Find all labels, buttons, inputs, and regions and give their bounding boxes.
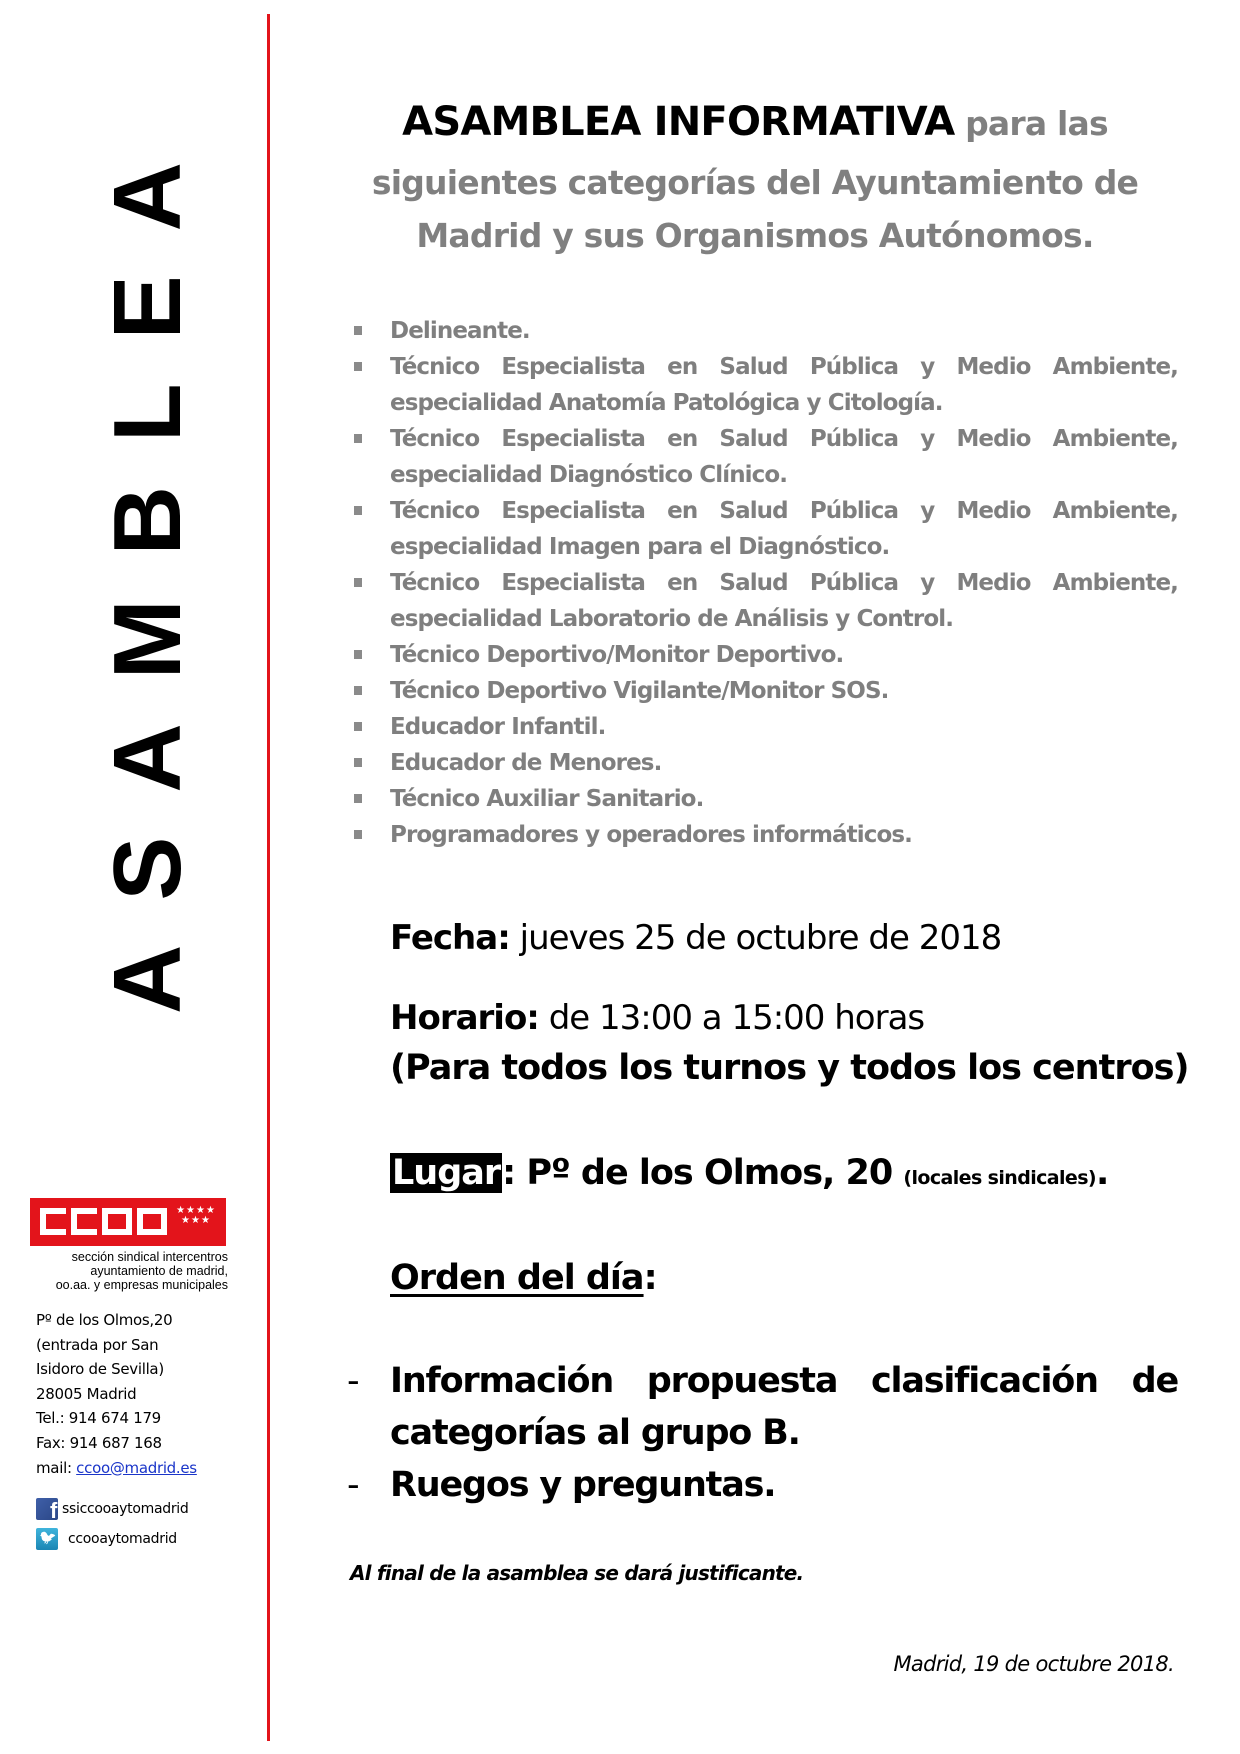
dash-bullet-icon: - <box>347 1361 359 1401</box>
logo-subtitle <box>22 1250 228 1292</box>
date-value: jueves 25 de octubre de 2018 <box>509 918 1002 958</box>
category-item <box>352 349 1178 421</box>
schedule-note: (Para todos los turnos y todos los centros) <box>390 1048 1189 1088</box>
fax-line: Fax: 914 687 168 <box>36 1433 162 1452</box>
square-bullet-icon <box>354 362 362 371</box>
certificate-note: Al final de la asamblea se dará justificante. <box>350 1561 804 1585</box>
category-text: Técnico Deportivo Vigilante/Monitor SOS. <box>390 678 889 704</box>
mail-line <box>36 1456 197 1481</box>
facebook-row[interactable] <box>36 1498 188 1520</box>
agenda-heading <box>390 1258 657 1298</box>
vertical-title <box>94 117 201 1014</box>
category-text: Programadores y operadores informáticos. <box>390 822 912 848</box>
category-list <box>352 313 1178 853</box>
twitter-row[interactable] <box>36 1528 177 1550</box>
logo-letter-o1 <box>102 1208 132 1235</box>
phone-line: Tel.: 914 674 179 <box>36 1409 161 1428</box>
square-bullet-icon <box>354 650 362 659</box>
logo-subtitle-line: sección sindical intercentros <box>71 1250 228 1264</box>
place-date: Madrid, 19 de octubre 2018. <box>893 1652 1174 1676</box>
category-item <box>352 781 1178 817</box>
square-bullet-icon <box>354 326 362 335</box>
category-text-cont: especialidad Anatomía Patológica y Citología. <box>390 390 943 416</box>
square-bullet-icon <box>354 758 362 767</box>
agenda-text: Información propuesta clasificación de <box>390 1361 1178 1401</box>
category-text: Técnico Deportivo/Monitor Deportivo. <box>390 642 844 668</box>
page-heading <box>360 96 1150 262</box>
schedule-value: de 13:00 a 15:00 horas <box>538 998 925 1038</box>
logo-subtitle-line: ayuntamiento de madrid, <box>90 1264 228 1278</box>
category-item <box>352 673 1178 709</box>
square-bullet-icon <box>354 722 362 731</box>
agenda-text-cont: categorías al grupo B. <box>390 1413 800 1453</box>
event-date <box>390 918 1001 958</box>
square-bullet-icon <box>354 794 362 803</box>
event-location <box>390 1153 1108 1193</box>
square-bullet-icon <box>354 578 362 587</box>
contact-address <box>36 1308 197 1480</box>
category-text: Técnico Especialista en Salud Pública y Medio Ambiente, <box>390 354 1178 380</box>
logo-letter-c1 <box>40 1208 66 1235</box>
category-item <box>352 421 1178 493</box>
twitter-handle: ccooaytomadrid <box>68 1531 177 1547</box>
location-note: (locales sindicales) <box>903 1167 1097 1189</box>
address-line: (entrada por San <box>36 1335 159 1354</box>
category-text: Técnico Especialista en Salud Pública y Medio Ambiente, <box>390 426 1178 452</box>
twitter-icon <box>36 1528 58 1550</box>
category-text-cont: especialidad Diagnóstico Clínico. <box>390 462 788 488</box>
heading-line1-rest: para las <box>954 104 1108 143</box>
logo-wordmark <box>40 1208 167 1235</box>
vertical-title-text: ASAMBLEA <box>94 117 201 1014</box>
category-item <box>352 565 1178 637</box>
category-item <box>352 709 1178 745</box>
stars-icon: ★★★★ ★★★ <box>176 1205 216 1226</box>
address-line: Isidoro de Sevilla) <box>36 1360 164 1379</box>
address-line: Pº de los Olmos,20 <box>36 1311 173 1329</box>
square-bullet-icon <box>354 434 362 443</box>
category-text: Técnico Especialista en Salud Pública y Medio Ambiente, <box>390 498 1178 524</box>
address-line: 28005 Madrid <box>36 1384 137 1403</box>
location-end: . <box>1096 1153 1109 1193</box>
category-text: Técnico Especialista en Salud Pública y Medio Ambiente, <box>390 570 1178 596</box>
category-text-cont: especialidad Imagen para el Diagnóstico. <box>390 534 890 560</box>
dash-bullet-icon: - <box>347 1465 359 1505</box>
category-text: Técnico Auxiliar Sanitario. <box>390 786 704 812</box>
agenda-text: Ruegos y preguntas. <box>390 1465 776 1505</box>
category-item <box>352 637 1178 673</box>
category-item <box>352 817 1178 853</box>
category-text-cont: especialidad Laboratorio de Análisis y Control. <box>390 606 954 632</box>
heading-strong: ASAMBLEA INFORMATIVA <box>402 99 955 145</box>
agenda-list <box>347 1355 1178 1511</box>
logo-letter-o2 <box>137 1208 167 1235</box>
mail-link[interactable]: ccoo@madrid.es <box>76 1458 197 1477</box>
category-text: Delineante. <box>390 318 530 344</box>
category-text: Educador Infantil. <box>390 714 606 740</box>
date-label: Fecha: <box>390 918 510 958</box>
mail-label: mail: <box>36 1458 77 1477</box>
category-item <box>352 493 1178 565</box>
category-item <box>352 745 1178 781</box>
location-label: Lugar <box>392 1153 501 1193</box>
logo-letter-c2 <box>71 1208 97 1235</box>
category-item <box>352 313 1178 349</box>
heading-line3: Madrid y sus Organismos Autónomos. <box>416 216 1094 255</box>
location-value: : Pº de los Olmos, 20 <box>502 1153 904 1193</box>
square-bullet-icon <box>354 830 362 839</box>
agenda-title: Orden del día <box>390 1258 644 1298</box>
heading-line2: siguientes categorías del Ayuntamiento de <box>371 163 1139 202</box>
ccoo-logo <box>30 1198 226 1246</box>
agenda-item <box>347 1355 1178 1459</box>
red-divider-line <box>267 14 270 1741</box>
logo-subtitle-line: oo.aa. y empresas municipales <box>55 1278 228 1292</box>
event-schedule <box>390 998 924 1038</box>
facebook-icon <box>36 1498 58 1520</box>
facebook-handle: ssiccooaytomadrid <box>62 1501 189 1517</box>
square-bullet-icon <box>354 686 362 695</box>
schedule-label: Horario: <box>390 998 539 1038</box>
square-bullet-icon <box>354 506 362 515</box>
agenda-item <box>347 1459 1178 1511</box>
agenda-title-colon: : <box>643 1258 657 1298</box>
category-text: Educador de Menores. <box>390 750 662 776</box>
